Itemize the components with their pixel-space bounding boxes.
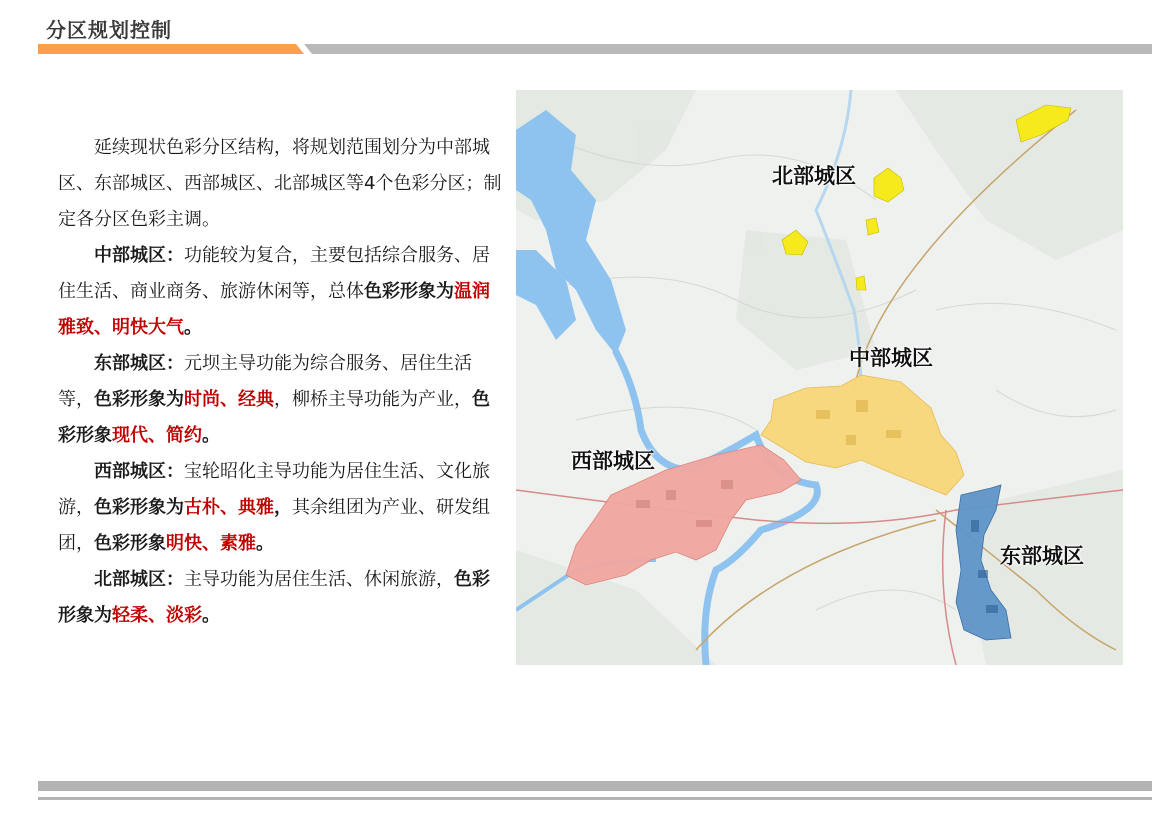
zone-name: 北部城区： bbox=[94, 569, 184, 590]
zone-text: 其余组团为产业、研发组团， bbox=[58, 497, 490, 554]
color-keyword: 明快、素雅 bbox=[166, 533, 256, 554]
zone-text: 。 bbox=[202, 425, 220, 446]
description-text bbox=[58, 130, 506, 634]
map-label-north: 北部城区 bbox=[772, 164, 856, 188]
page-title: 分区规划控制 bbox=[46, 18, 172, 42]
zoning-map bbox=[516, 90, 1123, 665]
zone-text: 色彩形象为 bbox=[94, 389, 184, 410]
footer-line bbox=[38, 797, 1152, 800]
zone-text: 色彩形象为 bbox=[58, 569, 490, 626]
color-keyword: 现代、简约 bbox=[112, 425, 202, 446]
zone-name: 东部城区： bbox=[94, 353, 184, 374]
zone-text: 功能较为复合，主要包括综合服务、居住生活、商业商务、旅游休闲等，总体 bbox=[58, 245, 490, 302]
zone-paragraph-east bbox=[58, 346, 506, 454]
zone-paragraph-north bbox=[58, 562, 506, 634]
zone-name: 西部城区： bbox=[94, 461, 184, 482]
map-label-east: 东部城区 bbox=[1000, 544, 1084, 568]
zone-text: 色彩形象 bbox=[94, 533, 166, 554]
color-keyword: 时尚、经典 bbox=[184, 389, 274, 410]
footer-bar bbox=[38, 781, 1152, 791]
color-keyword: 温润雅致、明快大气 bbox=[58, 281, 490, 338]
zone-text: 宝轮昭化主导功能为居住生活、文化旅游， bbox=[58, 461, 490, 518]
zone-text: 。 bbox=[256, 533, 274, 554]
zone-paragraph-west bbox=[58, 454, 506, 562]
intro-paragraph: 延续现状色彩分区结构，将规划范围划分为中部城区、东部城区、西部城区、北部城区等4个色彩分区；制定各分区色彩主调。 bbox=[58, 137, 502, 230]
zone-text: ， bbox=[274, 497, 292, 518]
title-accent-bar bbox=[38, 44, 304, 54]
color-keyword: 古朴、典雅 bbox=[184, 497, 274, 518]
color-keyword: 轻柔、淡彩 bbox=[112, 605, 202, 626]
zone-name: 中部城区： bbox=[94, 245, 184, 266]
zone-paragraph-central bbox=[58, 238, 506, 346]
zone-text: 色彩形象为 bbox=[94, 497, 184, 518]
zone-text: 主导功能为居住生活、休闲旅游， bbox=[184, 569, 454, 590]
map-label-central: 中部城区 bbox=[849, 346, 933, 370]
zone-text: 色彩形象为 bbox=[364, 281, 454, 302]
zone-text: 。 bbox=[202, 605, 220, 626]
title-divider-bar bbox=[304, 44, 1152, 54]
zone-text: 元坝主导功能为综合服务、居住生活等， bbox=[58, 353, 472, 410]
zone-text: 色彩形象 bbox=[58, 389, 490, 446]
zone-text: 。 bbox=[184, 317, 202, 338]
map-label-west: 西部城区 bbox=[571, 449, 655, 473]
zone-text: ，柳桥主导功能为产业， bbox=[274, 389, 472, 410]
